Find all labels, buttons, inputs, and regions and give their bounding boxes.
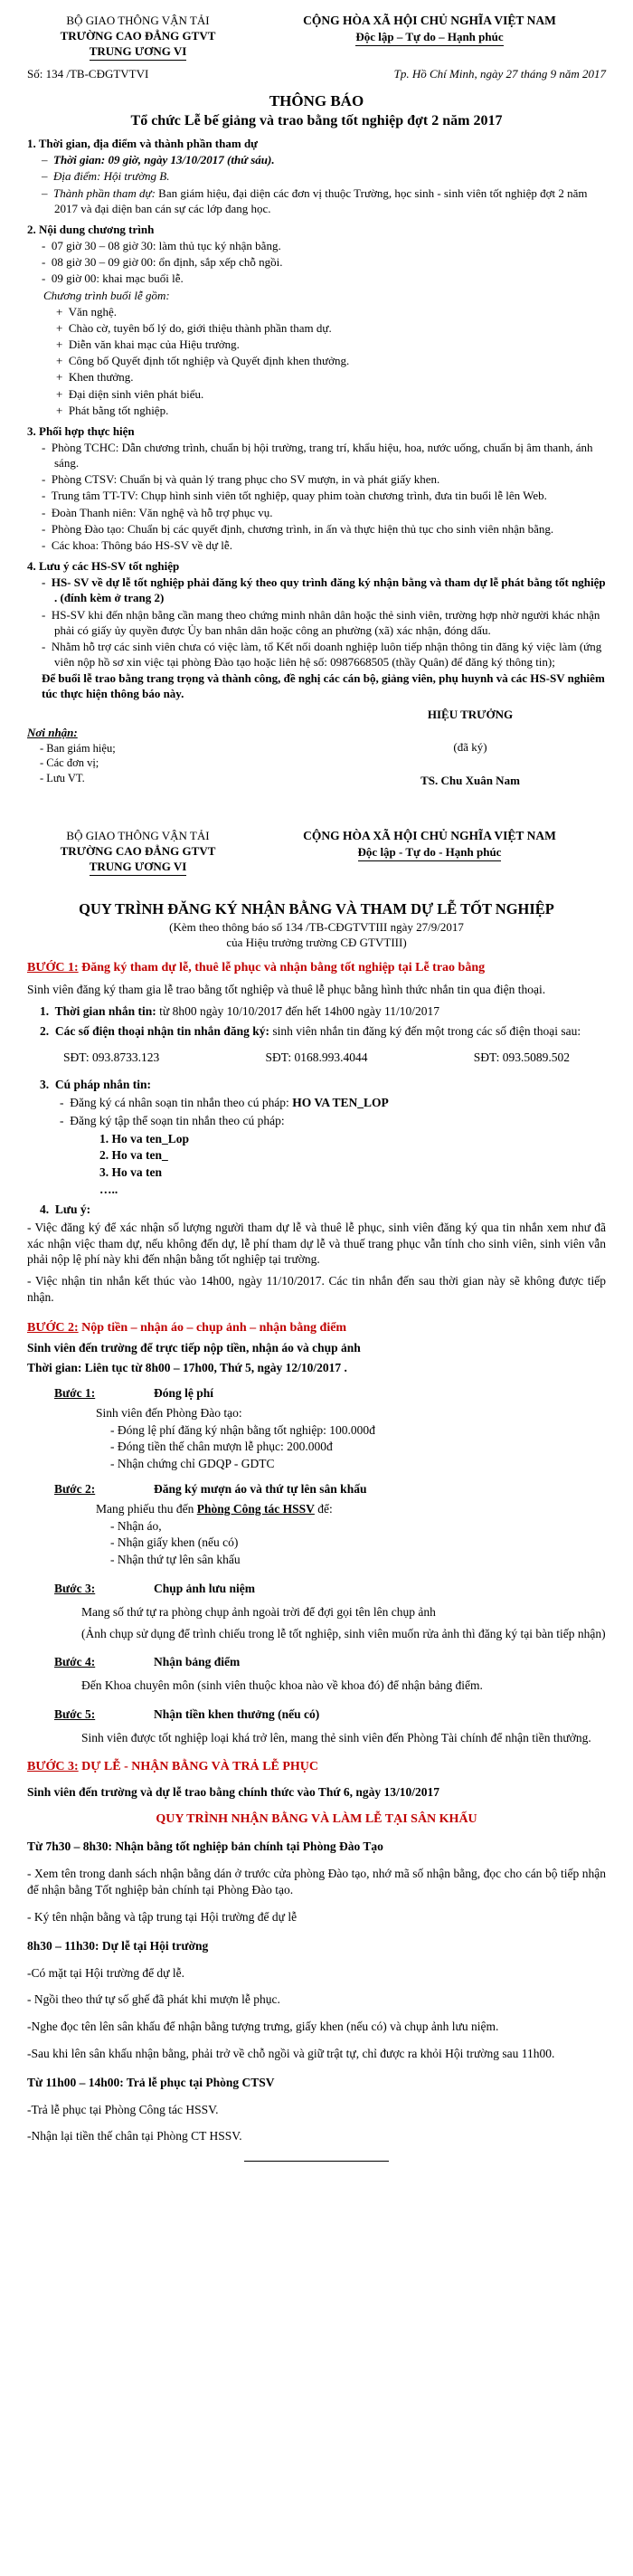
list-item: - Phòng TCHC: Dẫn chương trình, chuẩn bị hội trường, trang trí, khẩu hiệu, hoa, nước uống, chuẩn bị âm thanh, ánh sáng. xyxy=(42,440,593,471)
issuer-block-2 xyxy=(27,828,249,876)
list-item: - HS- SV về dự lễ tốt nghiệp phải đăng ký theo quy trình đăng ký nhận bằng và tham dự lễ phát bằng tốt nghiệp . (đính kèm ở trang 2) xyxy=(42,575,606,605)
notice-title-line1: THÔNG BÁO xyxy=(269,91,364,109)
list-item: 3. Ho va ten xyxy=(99,1165,162,1180)
list-item: - Các đơn vị; xyxy=(40,756,99,770)
list-item: - Ban giám hiệu; xyxy=(40,741,116,755)
signature-area xyxy=(27,707,606,787)
closing-statement: Để buổi lễ trao bằng trang trọng và thành công, đề nghị các cán bộ, giảng viên, phụ huynh và các HS-SV nghiêm túc thực hiện thông báo này. xyxy=(42,671,605,701)
sub-step-1: Bước 1: Đóng lệ phí xyxy=(54,1385,214,1400)
issuer-block xyxy=(27,13,249,61)
end-divider xyxy=(244,2161,389,2162)
step-2-line-2: Thời gian: Liên tục từ 8h00 – 17h00, Thứ 5, ngày 12/10/2017 . xyxy=(27,1361,347,1375)
signer-block xyxy=(335,707,606,787)
procedure-title: QUY TRÌNH ĐĂNG KÝ NHẬN BẰNG VÀ THAM DỰ LỄ TỐT NGHIỆP xyxy=(79,900,554,918)
list-item: - Đóng tiền thế chân mượn lễ phục: 200.000đ xyxy=(110,1440,333,1454)
step-3-heading: BƯỚC 3: DỰ LỄ - NHẬN BẰNG VÀ TRẢ LỄ PHỤC xyxy=(27,1759,319,1773)
list-item: - Đóng lệ phí đăng ký nhận bằng tốt nghiệp: 100.000đ xyxy=(110,1422,375,1437)
school-name-line2: TRUNG ƯƠNG VI xyxy=(90,43,187,61)
nation-name: CỘNG HÒA XÃ HỘI CHỦ NGHĨA VIỆT NAM xyxy=(303,14,556,27)
nation-motto: Độc lập - Tự do - Hạnh phúc xyxy=(358,844,502,861)
step-1-intro: Sinh viên đăng ký tham gia lễ trao bằng tốt nghiệp và thuê lễ phục bằng hình thức nhắn tin qua điện thoại. xyxy=(27,982,546,996)
step-1-phones-label: 2. Các số điện thoại nhận tin nhắn đăng ký: sinh viên nhắn tin đăng ký đến một trong các số điện thoại sau: xyxy=(40,1023,581,1038)
school-name: TRƯỜNG CAO ĐẲNG GTVT xyxy=(60,844,216,859)
nation-block xyxy=(253,13,606,46)
list-item: - Lưu VT. xyxy=(40,771,85,784)
phone-number: SĐT: 093.5089.502 xyxy=(473,1050,570,1065)
document-page xyxy=(27,0,606,2162)
sub-step-4-text: Đến Khoa chuyên môn (sinh viên thuộc khoa nào về khoa đó) để nhận bảng điểm. xyxy=(81,1678,483,1693)
sub-step-3-note: (Ảnh chụp sử dụng để trình chiếu trong lễ tốt nghiệp, sinh viên muốn rửa ảnh thì đăng ký tại bàn tiếp nhận) xyxy=(81,1626,606,1640)
step-2-heading: BƯỚC 2: Nộp tiền – nhận áo – chụp ảnh – nhận bằng điểm xyxy=(27,1320,347,1335)
list-item: 1. Ho va ten_Lop xyxy=(99,1131,190,1145)
notice-title xyxy=(27,91,606,131)
time-block-3-text-2: -Nhận lại tiền thế chân tại Phòng CT HSSV. xyxy=(27,2129,242,2143)
signer-title: HIỆU TRƯỞNG xyxy=(427,708,514,722)
list-item: 2. Ho va ten_ xyxy=(99,1148,168,1163)
sub-step-3: Bước 3: Chụp ảnh lưu niệm xyxy=(54,1582,256,1595)
time-block-3-text-1: -Trả lễ phục tại Phòng Công tác HSSV. xyxy=(27,2102,219,2116)
phone-number: SĐT: 0168.993.4044 xyxy=(265,1050,368,1065)
program-label: Chương trình buổi lễ gồm: xyxy=(43,288,170,302)
list-item: - Nhận chứng chỉ GDQP - GDTC xyxy=(110,1457,275,1471)
ministry-name: BỘ GIAO THÔNG VẬN TẢI xyxy=(66,14,210,27)
sub-step-5-text: Sinh viên được tốt nghiệp loại khá trở lên, mang thẻ sinh viên đến Phòng Tài chính để nhận tiền thưởng. xyxy=(81,1730,591,1744)
nation-name: CỘNG HÒA XÃ HỘI CHỦ NGHĨA VIỆT NAM xyxy=(303,828,556,842)
list-item: ….. xyxy=(99,1183,118,1197)
phone-number: SĐT: 093.8733.123 xyxy=(63,1050,160,1065)
doc-number: Số: 134 /TB-CĐGTVTVI xyxy=(27,67,149,81)
signed-mark: (đã ký) xyxy=(453,739,487,754)
nation-motto: Độc lập – Tự do – Hạnh phúc xyxy=(355,29,503,46)
notice-title-line2: Tổ chức Lễ bế giảng và trao bằng tốt nghiệp đợt 2 năm 2017 xyxy=(130,113,503,129)
phone-list xyxy=(63,1050,570,1066)
list-item: - 07 giờ 30 – 08 giờ 30: làm thủ tục ký nhận bằng. xyxy=(42,239,281,253)
syntax-individual: - Đăng ký cá nhân soạn tin nhắn theo cú pháp: HO VA TEN_LOP xyxy=(60,1096,389,1110)
sub-step-3-text: Mang số thứ tự ra phòng chụp ảnh ngoài trời để đợi gọi tên lên chụp ảnh xyxy=(81,1604,436,1619)
list-item: - Các khoa: Thông báo HS-SV về dự lễ. xyxy=(42,537,232,552)
time-block-2-heading: 8h30 – 11h30: Dự lễ tại Hội trường xyxy=(27,1938,209,1953)
list-item: - 08 giờ 30 – 09 giờ 00: ổn định, sắp xếp chỗ ngồi. xyxy=(42,255,283,270)
sub-step-4: Bước 4: Nhận bảng điểm xyxy=(54,1655,241,1669)
step-1-note-2: - Việc nhận tin nhắn kết thúc vào 14h00, ngày 11/10/2017. Các tin nhắn đến sau thời gian này sẽ không được tiếp nhận. xyxy=(27,1274,606,1304)
nation-block-2 xyxy=(253,828,606,861)
section-1-attendees: – Thành phần tham dự: Ban giám hiệu, đại diện các đơn vị thuộc Trường, học sinh - sinh viên tốt nghiệp đợt 2 năm 2017 và đại diện ban cán sự các lớp đang học. xyxy=(42,185,588,215)
recipients-label: Nơi nhận: xyxy=(27,726,78,740)
syntax-group: - Đăng ký tập thể soạn tin nhắn theo cú pháp: xyxy=(60,1113,285,1127)
stage-procedure-title: QUY TRÌNH NHẬN BẰNG VÀ LÀM LỄ TẠI SÂN KHẤU xyxy=(156,1811,477,1826)
ministry-name: BỘ GIAO THÔNG VẬN TẢI xyxy=(66,828,210,842)
time-block-2-text-3: -Nghe đọc tên lên sân khấu để nhận bằng tượng trưng, giấy khen (nếu có) và chụp ảnh lưu niệm. xyxy=(27,2020,499,2034)
school-name: TRƯỜNG CAO ĐẲNG GTVT xyxy=(60,29,216,43)
section-3-heading: 3. Phối hợp thực hiện xyxy=(27,423,135,438)
list-item: - Trung tâm TT-TV: Chụp hình sinh viên tốt nghiệp, quay phim toàn chương trình, đưa tin buổi lễ lên Web. xyxy=(42,489,547,503)
list-item: - Nhận áo, xyxy=(110,1518,162,1533)
list-item: + Văn nghệ. xyxy=(56,304,118,318)
step-3-line-1: Sinh viên đến trường và dự lễ trao bằng chính thức vào Thứ 6, ngày 13/10/2017 xyxy=(27,1785,439,1800)
sub-step-2-intro: Mang phiếu thu đến Phòng Công tác HSSV để: xyxy=(96,1501,333,1516)
sub-step-5: Bước 5: Nhận tiền khen thưởng (nếu có) xyxy=(54,1707,320,1722)
section-1-time: – Thời gian: 09 giờ, ngày 13/10/2017 (thứ sáu). xyxy=(42,153,275,167)
doc-date: Tp. Hồ Chí Minh, ngày 27 tháng 9 năm 2017 xyxy=(393,67,606,81)
list-item: + Khen thưởng. xyxy=(56,370,134,385)
list-item: - HS-SV khi đến nhận bằng cần mang theo chứng minh nhân dân hoặc thẻ sinh viên, trường hợp nhờ người khác nhận phải có giấy ủy quyền được Ủy ban nhân dân hoặc công an phường (xã) xác nhận, đóng dấu. xyxy=(42,607,600,637)
procedure-subtitle-1: (Kèm theo thông báo số 134 /TB-CĐGTVTIII ngày 27/9/2017 xyxy=(169,920,464,935)
doc-meta xyxy=(27,66,606,81)
list-item: - Đoàn Thanh niên: Văn nghệ và hỗ trợ phục vụ. xyxy=(42,505,273,519)
step-1-heading: BƯỚC 1: Đăng ký tham dự lễ, thuê lễ phục và nhận bằng tốt nghiệp tại Lễ trao bằng xyxy=(27,960,486,974)
section-1-heading: 1. Thời gian, địa điểm và thành phần tham dự xyxy=(27,137,258,151)
list-item: - 09 giờ 00: khai mạc buổi lễ. xyxy=(42,271,184,286)
section-1-place: – Địa điểm: Hội trường B. xyxy=(42,169,170,184)
procedure-subtitle-2: của Hiệu trưởng trường CĐ GTVTIII) xyxy=(226,936,407,950)
step-1-time: 1. Thời gian nhắn tin: từ 8h00 ngày 10/10/2017 đến hết 14h00 ngày 11/10/2017 xyxy=(40,1003,439,1018)
sub-step-1-intro: Sinh viên đến Phòng Đào tạo: xyxy=(96,1405,242,1420)
time-block-2-text-2: - Ngồi theo thứ tự số ghế đã phát khi mượn lễ phục. xyxy=(27,1992,280,2007)
time-block-1-text-2: - Ký tên nhận bằng và tập trung tại Hội trường để dự lễ xyxy=(27,1909,298,1924)
time-block-2-text-4: -Sau khi lên sân khấu nhận bằng, phải trở về chỗ ngồi và giữ trật tự, chỉ được ra khỏi Hội trường sau 11h00. xyxy=(27,2046,555,2060)
section-2-heading: 2. Nội dung chương trình xyxy=(27,222,155,236)
document-header-2 xyxy=(27,828,606,876)
list-item: + Diễn văn khai mạc của Hiệu trưởng. xyxy=(56,337,240,352)
step-2-line-1: Sinh viên đến trường để trực tiếp nộp tiền, nhận áo và chụp ảnh xyxy=(27,1341,361,1355)
time-block-1-heading: Từ 7h30 – 8h30: Nhận bằng tốt nghiệp bản chính tại Phòng Đào Tạo xyxy=(27,1839,383,1854)
list-item: - Nhận thứ tự lên sân khấu xyxy=(110,1553,241,1567)
list-item: + Phát bằng tốt nghiệp. xyxy=(56,403,169,417)
signer-name: TS. Chu Xuân Nam xyxy=(420,773,520,787)
document-header xyxy=(27,13,606,61)
time-block-1-text-1: - Xem tên trong danh sách nhận bằng dán ở trước cửa phòng Đào tạo, nhớ mã số nhận bằng, đọc cho cán bộ tiếp nhận để nhận bằng Tốt nghiệp bản chính tại Phòng Đào tạo. xyxy=(27,1867,606,1897)
list-item: - Nhằm hỗ trợ các sinh viên chưa có việc làm, tổ Kết nối doanh nghiệp luôn tiếp nhận thông tin đăng ký việc làm (ứng viên nộp hồ sơ xin việc tại phòng Đào tạo hoặc liên hệ số: 0987668505 (thầy Quân) để đăng ký thông tin); xyxy=(42,639,602,670)
list-item: - Nhận giấy khen (nếu có) xyxy=(110,1535,239,1550)
recipients xyxy=(27,725,116,787)
step-1-notes-label: 4. Lưu ý: xyxy=(40,1202,91,1216)
step-1-syntax-label: 3. Cú pháp nhắn tin: xyxy=(40,1078,152,1092)
sub-step-2: Bước 2: Đăng ký mượn áo và thứ tự lên sân khấu xyxy=(54,1481,367,1496)
list-item: + Chào cờ, tuyên bố lý do, giới thiệu thành phần tham dự. xyxy=(56,320,332,335)
step-1-note-1: - Việc đăng ký để xác nhận số lượng người tham dự lễ và thuê lễ phục, sinh viên đăng ký qua tin nhắn xem như đã xác nhận việc tham dự, nếu không đến dự, lễ phí tham dự lễ và thuế trang phục vẫn tính cho sinh viên, sinh viên vẫn phải nộp lệ phí này khi đến nhận bằng tốt nghiệp tại trường. xyxy=(27,1220,606,1267)
list-item: + Công bố Quyết định tốt nghiệp và Quyết định khen thưởng. xyxy=(56,354,350,368)
section-4-heading: 4. Lưu ý các HS-SV tốt nghiệp xyxy=(27,559,180,574)
time-block-2-text-1: -Có mặt tại Hội trường để dự lễ. xyxy=(27,1965,184,1980)
list-item: - Phòng CTSV: Chuẩn bị và quản lý trang phục cho SV mượn, in và phát giấy khen. xyxy=(42,472,440,487)
list-item: + Đại diện sinh viên phát biểu. xyxy=(56,386,204,401)
time-block-3-heading: Từ 11h00 – 14h00: Trả lễ phục tại Phòng CTSV xyxy=(27,2075,275,2089)
list-item: - Phòng Đào tạo: Chuẩn bị các quyết định, chương trình, in ấn và thực hiện thủ tục cho sinh viên nhận bằng. xyxy=(42,521,554,536)
school-name-line2: TRUNG ƯƠNG VI xyxy=(90,859,187,876)
